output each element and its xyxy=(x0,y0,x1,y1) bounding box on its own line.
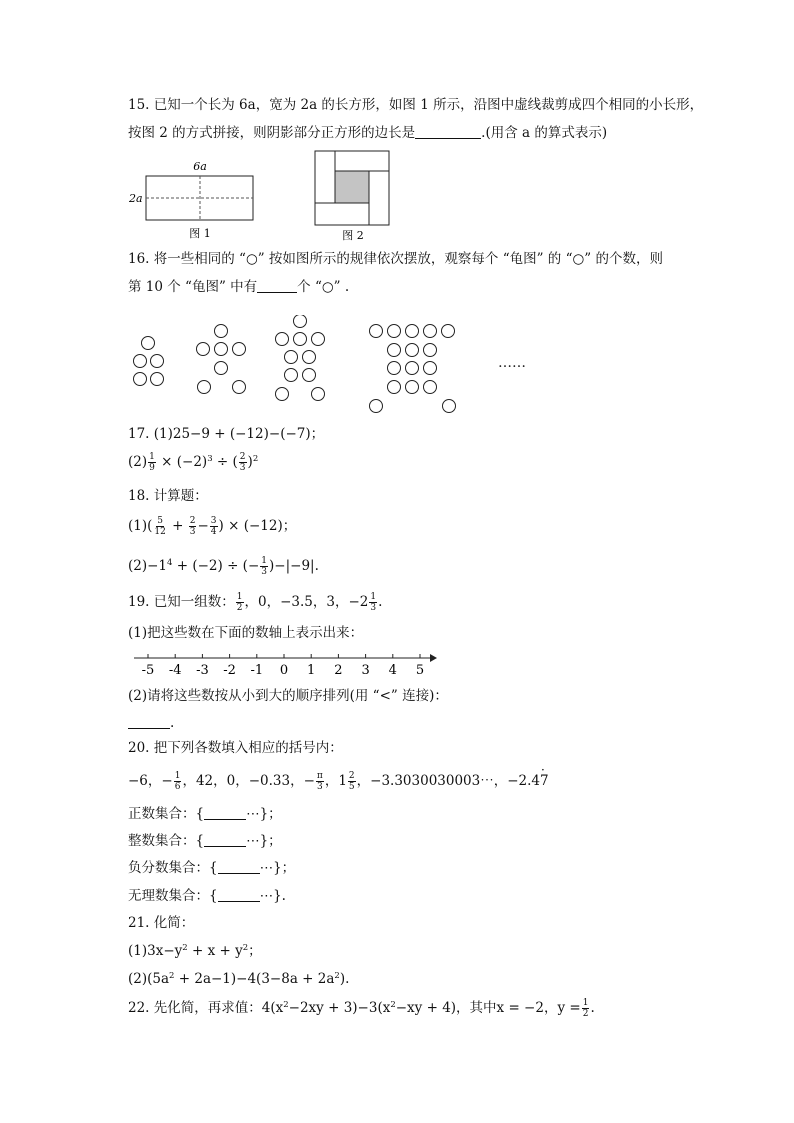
circle xyxy=(134,373,147,386)
axis-tick-label: -3 xyxy=(196,663,209,678)
numerator: 1 xyxy=(261,556,267,566)
circle xyxy=(406,381,419,394)
circle xyxy=(424,325,437,338)
figure-2 xyxy=(310,148,400,244)
circle xyxy=(294,333,307,346)
circle xyxy=(294,315,307,328)
fraction xyxy=(236,592,244,613)
circle xyxy=(370,400,383,413)
fraction xyxy=(153,516,166,537)
numerator: 2 xyxy=(239,452,246,462)
text: ，42，0，−0.33，− xyxy=(182,773,315,789)
set-label: 负分数集合：{ xyxy=(128,860,218,876)
turtle-figure-1 xyxy=(134,337,164,386)
circle xyxy=(198,381,211,394)
circle xyxy=(388,344,401,357)
text: 19. 已知一组数： xyxy=(128,594,235,610)
circle xyxy=(285,351,298,364)
set-positive xyxy=(128,805,282,823)
circle xyxy=(151,373,164,386)
circle xyxy=(197,343,210,356)
answer-blank xyxy=(257,279,297,293)
circle xyxy=(303,351,316,364)
numerator: 1 xyxy=(370,592,377,602)
fraction xyxy=(260,556,268,577)
circle xyxy=(370,325,383,338)
circle xyxy=(388,381,401,394)
denominator: 12 xyxy=(154,527,166,537)
q16-text: 第 10 个 “龟图” 中有 xyxy=(128,279,258,295)
q20-title: 20. 把下列各数填入相应的括号内： xyxy=(128,740,343,756)
circle xyxy=(285,369,298,382)
q18-part2 xyxy=(128,556,319,577)
circle xyxy=(303,369,316,382)
fig1-left-label: 2a xyxy=(129,192,143,205)
number-line xyxy=(130,646,440,678)
answer-blank xyxy=(218,860,260,874)
fig2-shaded-square xyxy=(335,171,369,203)
exponent: 4 xyxy=(167,558,173,568)
text: (2)(5a xyxy=(128,971,170,987)
circle xyxy=(388,362,401,375)
numerator: 5 xyxy=(157,516,163,526)
q15-line2 xyxy=(128,124,607,142)
axis-arrow xyxy=(430,654,437,662)
text: ，−3.3030030003⋯，−2.4 xyxy=(356,773,541,789)
q16-line2 xyxy=(128,278,349,296)
denominator: 3 xyxy=(370,603,377,613)
text: (2) xyxy=(128,454,148,470)
denominator: 3 xyxy=(317,782,323,792)
text: ； xyxy=(248,943,262,959)
circle xyxy=(424,362,437,375)
exponent: 2 xyxy=(334,971,340,981)
q17-part2 xyxy=(128,452,258,473)
figure-1 xyxy=(128,156,268,242)
circle xyxy=(406,344,419,357)
circle xyxy=(233,343,246,356)
fraction xyxy=(582,998,590,1019)
exponent: 3 xyxy=(207,454,213,464)
repeating-digit: · 7 xyxy=(540,772,549,790)
q15-text: 按图 2 的方式拼接，则阴影部分正方形的边长是 xyxy=(128,125,416,141)
circle xyxy=(276,333,289,346)
text: + (−2) ÷ (− xyxy=(176,558,260,574)
circle xyxy=(215,362,228,375)
axis-tick-label: -4 xyxy=(168,663,182,678)
text: ) × (−12)； xyxy=(218,518,297,534)
axis-tick-label: 1 xyxy=(307,663,316,678)
q15-text-end: .(用含 a 的算式表示) xyxy=(481,125,608,141)
ellipsis: …… xyxy=(498,355,526,371)
fig2-caption: 图 2 xyxy=(342,229,364,242)
text: (1)( xyxy=(128,518,153,534)
circle xyxy=(312,388,325,401)
numerator: 3 xyxy=(210,516,217,526)
set-negative-fraction xyxy=(128,859,295,877)
q21-title: 21. 化简： xyxy=(128,915,195,931)
answer-blank xyxy=(218,888,260,902)
text: 22. 先化简，再求值：4(x xyxy=(128,1000,284,1016)
text: ) xyxy=(247,454,253,470)
q21-part2 xyxy=(128,970,349,988)
answer-blank xyxy=(204,806,246,820)
text: −2xy + 3)−3(x xyxy=(288,1000,391,1016)
q17-part1: 17. (1)25−9 + (−12)−(−7)； xyxy=(128,426,325,442)
set-integer xyxy=(128,832,282,850)
text: . xyxy=(378,594,383,610)
fraction xyxy=(189,516,197,537)
set-irrational xyxy=(128,887,286,905)
circle xyxy=(442,325,455,338)
numerator: 2 xyxy=(348,771,355,781)
answer-blank xyxy=(128,715,170,729)
q18-part1 xyxy=(128,516,296,537)
q19-sub2: (2)请将这些数按从小到大的顺序排列(用 “<” 连接)： xyxy=(128,688,448,704)
axis-tick-label: 5 xyxy=(415,663,425,678)
q19-answer-line xyxy=(128,714,174,732)
text: × (−2) xyxy=(161,454,208,470)
circle xyxy=(215,343,228,356)
q16-line1: 16. 将一些相同的 “○” 按如图所示的规律依次摆放，观察每个 “龟图” 的 “○” 的个数，则 xyxy=(128,251,663,267)
turtle-figures xyxy=(120,315,550,420)
denominator: 2 xyxy=(582,1009,589,1019)
exponent: 2 xyxy=(283,1000,289,1010)
text: ). xyxy=(339,971,350,987)
fraction xyxy=(210,516,218,537)
text: . xyxy=(170,715,175,731)
circle xyxy=(233,381,246,394)
numerator: 1 xyxy=(582,998,589,1008)
circle xyxy=(276,388,289,401)
circle xyxy=(142,337,155,350)
denominator: 6 xyxy=(174,782,181,792)
denominator: 3 xyxy=(261,567,267,577)
fig1-top-label: 6a xyxy=(193,160,207,173)
answer-blank xyxy=(415,125,481,139)
circle xyxy=(424,344,437,357)
denominator: 5 xyxy=(348,782,355,792)
fig1-caption: 图 1 xyxy=(189,227,211,240)
fraction xyxy=(239,452,247,473)
text: (1)3x−y xyxy=(128,943,183,959)
exponent: 2 xyxy=(182,943,188,953)
text: (2)−1 xyxy=(128,558,168,574)
set-label: 无理数集合：{ xyxy=(128,888,218,904)
fraction xyxy=(348,771,356,792)
text: + 2a−1)−4(3−8a + 2a xyxy=(178,971,335,987)
circle xyxy=(215,325,228,338)
exponent: 2 xyxy=(169,971,175,981)
fraction xyxy=(174,771,182,792)
text: −6，− xyxy=(128,773,173,789)
axis-tick-label: -2 xyxy=(223,663,236,678)
text: −xy + 4)，其中x = −2，y = xyxy=(395,1000,581,1016)
circle xyxy=(312,333,325,346)
circle xyxy=(388,325,401,338)
fraction xyxy=(316,771,324,792)
q21-part1 xyxy=(128,942,262,960)
text: )−|−9|. xyxy=(269,558,319,574)
text: ，1 xyxy=(324,773,347,789)
numerator: 1 xyxy=(236,592,243,602)
axis-tick-label: 2 xyxy=(334,663,343,678)
text: ，0，−3.5，3，−2 xyxy=(244,594,369,610)
axis-tick-label: -5 xyxy=(141,663,155,678)
circle xyxy=(406,362,419,375)
exponent: 2 xyxy=(252,454,259,464)
numerator: 2 xyxy=(189,516,196,526)
axis-tick-label: -1 xyxy=(250,663,264,678)
text: . xyxy=(590,1000,595,1016)
text: ⋯}； xyxy=(246,806,282,822)
q22-line xyxy=(128,998,595,1019)
q15-line1: 15. 已知一个长为 6a，宽为 2a 的长方形，如图 1 所示，沿图中虚线裁剪成四个相同的小长形， xyxy=(128,97,704,113)
exponent: 2 xyxy=(242,943,249,953)
fraction xyxy=(148,452,156,473)
denominator: 3 xyxy=(239,463,246,473)
text: ⋯}； xyxy=(259,860,296,876)
text: ÷ ( xyxy=(216,454,238,470)
turtle-figure-4 xyxy=(370,325,456,413)
axis-tick-label: 3 xyxy=(361,663,370,678)
axis-tick-label: 0 xyxy=(279,663,289,678)
text: ⋯}； xyxy=(246,833,282,849)
q19-line1 xyxy=(128,592,382,613)
numerator: π xyxy=(316,771,323,781)
denominator: 3 xyxy=(189,527,196,537)
text: + x + y xyxy=(191,943,243,959)
q20-numbers xyxy=(128,771,549,792)
answer-blank xyxy=(204,833,246,847)
turtle-figure-2 xyxy=(197,325,246,394)
text: − xyxy=(197,518,209,534)
exponent: 2 xyxy=(390,1000,396,1010)
q16-text-end: 个 “○” . xyxy=(297,279,350,295)
text: ⋯}. xyxy=(259,888,286,904)
circle xyxy=(151,355,164,368)
set-label: 整数集合：{ xyxy=(128,833,205,849)
circle xyxy=(424,381,437,394)
q19-sub1: (1)把这些数在下面的数轴上表示出来： xyxy=(128,625,364,641)
denominator: 9 xyxy=(149,463,155,473)
fraction xyxy=(369,592,377,613)
numerator: 1 xyxy=(174,771,181,781)
denominator: 4 xyxy=(210,527,217,537)
set-label: 正数集合：{ xyxy=(128,806,205,822)
axis-tick-label: 4 xyxy=(388,663,397,678)
turtle-figure-3 xyxy=(276,315,325,401)
denominator: 2 xyxy=(236,603,243,613)
numerator: 1 xyxy=(149,452,155,462)
q18-title: 18. 计算题： xyxy=(128,488,208,504)
text: + xyxy=(172,518,184,534)
circle xyxy=(406,325,419,338)
circle xyxy=(443,400,456,413)
circle xyxy=(134,355,147,368)
